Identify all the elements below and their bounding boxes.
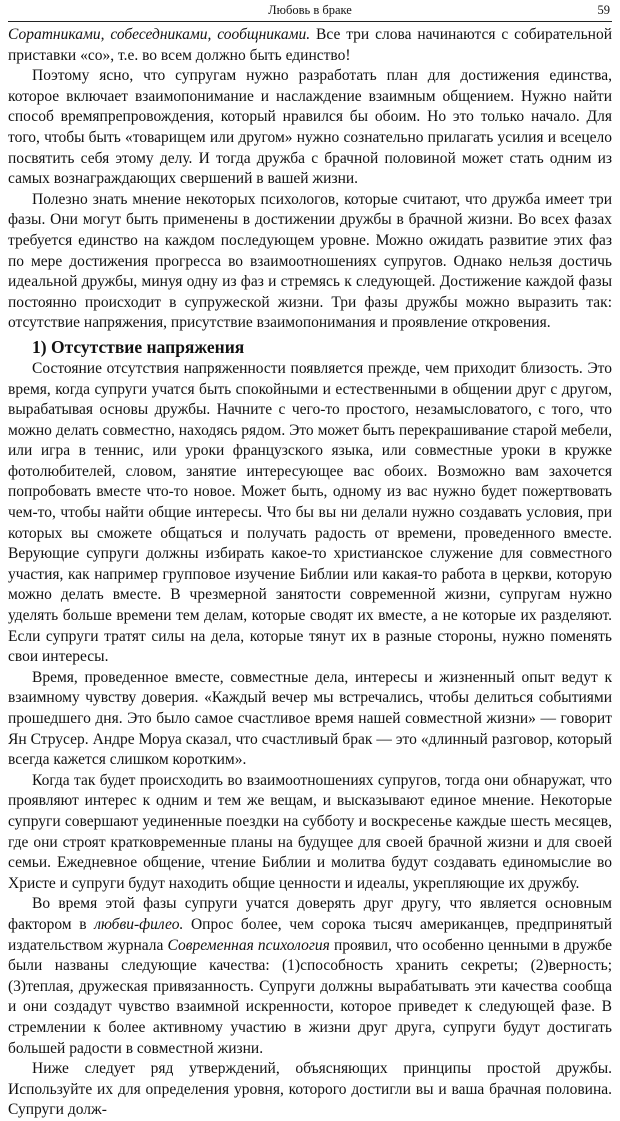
paragraph-text: Во время этой фазы супруги учатся доверять друг другу, что является основным фактором в — [8, 895, 612, 933]
running-header — [0, 0, 620, 22]
section-heading: 1) Отсутствие напряжения — [32, 336, 245, 357]
running-title: Любовь в браке — [268, 3, 352, 17]
paragraph — [8, 25, 612, 66]
italic-term: любви-филео. — [94, 915, 184, 933]
page-number: 59 — [597, 3, 610, 17]
paragraph: Поэтому ясно, что супругам нужно разработать план для достижения единства, которое включает взаимопонимание и наслаждение взаимным общением. Нужно найти способ времяпрепровождения, который нравился бы обоим. Но это только начало. Для того, чтобы быть «товарищем или другом» нужно сознательно прилагать усилия и всецело посвятить себя этому делу. И тогда дружба с брачной половиной может стать одним из самых вознаграждающих свершений в вашей жизни. — [8, 67, 612, 188]
page-body — [8, 25, 612, 1121]
paragraph: Ниже следует ряд утверждений, объясняющих принципы простой дружбы. Используйте их для определения уровня, которого достигли вы и ваша брачная половина. Супруги долж- — [8, 1060, 612, 1119]
paragraph-text: Все три слова начинаются с собирательной приставки «со», т.е. во всем должно быть единство! — [8, 26, 612, 64]
italic-journal-title: Современная психология — [167, 936, 330, 954]
header-rule — [8, 21, 612, 22]
paragraph-text: проявил, что особенно ценными в дружбе были названы следующие качества: (1)способность хранить секреты; (2)верность; (3)теплая, дружеская привязанность. Супруги должны вырабатывать эти качества сообща и они создадут чувство взаимной искренности, которое приведет к следующей фазе. В стремлении к более активному участию в жизни друг друга, супруги будут достигать большей радости в совместной жизни. — [8, 936, 612, 1057]
paragraph-text: Опрос более, чем сорока тысяч американцев, предпринятый издательством журнала — [8, 915, 612, 954]
paragraph: Полезно знать мнение некоторых психологов, которые считают, что дружба имеет три фазы. Они могут быть применены в достижении дружбы в брачной жизни. Во всех фазах требуется единство на каждом последующем уровне. Можно ожидать развитие этих фаз по мере достижения прогресса во взаимоотношениях супругов. Однако нельзя достичь идеальной дружбы, минуя одну из фаз и стремясь к следующей. Достижение каждой фазы постоянно происходит в супружеской жизни. Три фазы дружбы можно выразить так: отсутствие напряжения, присутствие взаимопонимания и проявление откровения. — [8, 190, 612, 332]
paragraph: Состояние отсутствия напряженности появляется прежде, чем приходит близость. Это время, когда супруги учатся быть спокойными и естественными в общении друг с другом, вырабатывая основы дружбы. Начните с чего-то простого, незамысловатого, с того, что можно делать совместно, находясь рядом. Это может быть перекрашивание старой мебели, или игра в теннис, или уроки французского языка, или совместные уроки в кружке фотолюбителей, словом, занятие интересующее вас обоих. Возможно вам захочется попробовать вместе что-то новое. Может быть, одному из вас нужно будет пожертвовать чем-то, чтобы найти общие интересы. Что бы вы ни делали нужно создавать условия, при которых вы сможете общаться и получать радость от времени, проведенного вместе. Верующие супруги должны избирать какое-то христианское служение для совместного участия, как например групповое изучение Библии или какая-то работа в церкви, которую можно делать вместе. В чрезмерной занятости современной жизни, супругам нужно уделять больше времени тем делам, которые сводят их вместе, а не которые их разделяют. Если супруги тратят силы на дела, которые тянут их в разные стороны, нужно поменять свои интересы. — [8, 359, 612, 666]
paragraph: Когда так будет происходить во взаимоотношениях супругов, тогда они обнаружат, что проявляют интерес к одним и тем же вещам, и высказывают единое мнение. Некоторые супруги совершают уединенные поездки на субботу и воскресенье каждые шесть месяцев, где они строят кратковременные планы на будущее для своей брачной жизни и для своей семьи. Ежедневное общение, чтение Библии и молитва будут создавать единомыслие во Христе и супруги будут находить общие ценности и идеалы, укрепляющие их дружбу. — [8, 771, 612, 892]
italic-lead: Соратниками, собеседниками, сообщниками. — [8, 26, 311, 43]
paragraph: Время, проведенное вместе, совместные дела, интересы и жизненный опыт ведут к взаимному чувству доверия. «Каждый вечер мы встречались, чтобы делиться событиями прошедшего дня. Это было самое счастливое время нашей совместной жизни» — говорит Ян Струсер. Андре Моруа сказал, что счастливый брак — это «длинный разговор, который всегда кажется слишком коротким». — [8, 668, 612, 769]
paragraph — [8, 894, 612, 1059]
